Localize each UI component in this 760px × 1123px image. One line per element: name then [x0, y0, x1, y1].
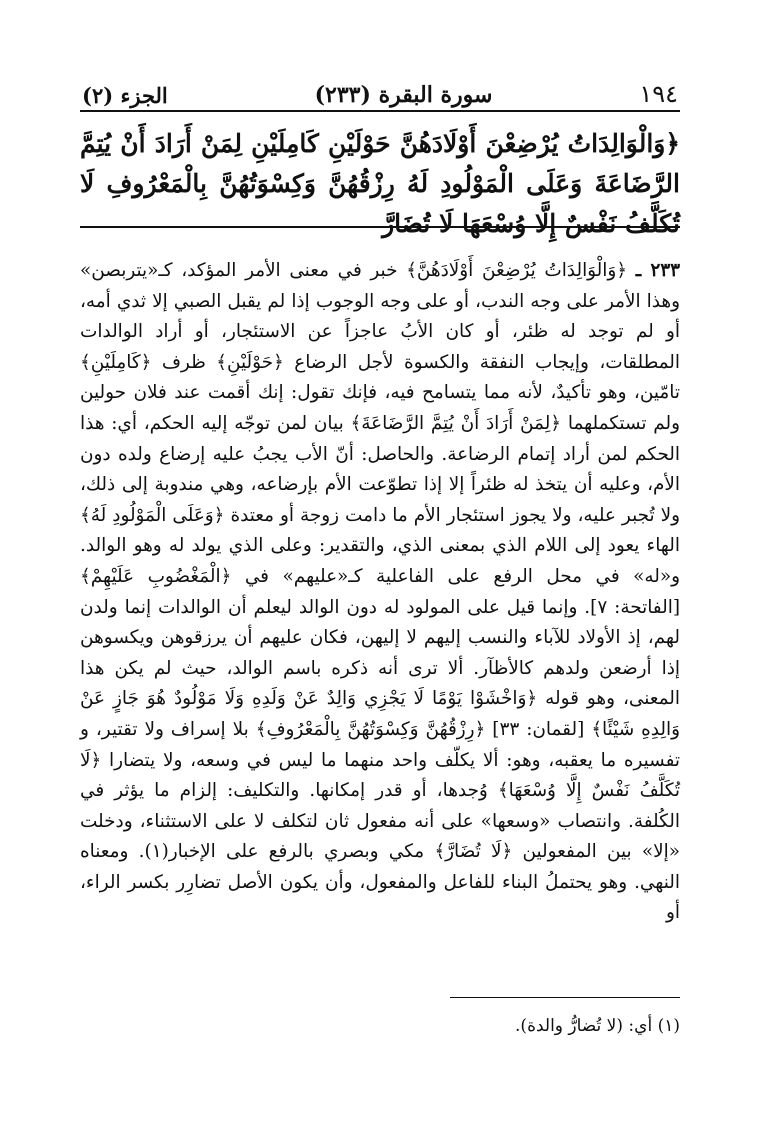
part-label: الجزء (٢): [82, 83, 168, 108]
page-header: [82, 72, 678, 108]
page-number: ١٩٤: [639, 80, 678, 108]
footnote-rule: [450, 997, 680, 998]
commentary-body: [80, 256, 680, 929]
quran-verse: ﴿وَالْوَالِدَاتُ يُرْضِعْنَ أَوْلَادَهُنَّ حَوْلَيْنِ كَامِلَيْنِ لِمَنْ أَرَادَ أَنْ يُتِمَّ الرَّضَاعَةَ وَعَلَى الْمَوْلُودِ لَهُ رِزْقُهُنَّ وَكِسْوَتُهُنَّ بِالْمَعْرُوفِ لَا تُكَلَّفُ نَفْسٌ إِلَّا وُسْعَهَا لَا تُضَارَّ: [80, 129, 680, 238]
header-rule: [80, 110, 680, 112]
surah-title: سورة البقرة (٢٣٣): [314, 82, 493, 108]
commentary-paragraph: [80, 256, 680, 929]
commentary-text: ﴿وَالْوَالِدَاتُ يُرْضِعْنَ أَوْلَادَهُنَّ﴾ خبر في معنى الأمر المؤكد، كـ«يتربصن» وهذا الأمر على وجه الندب، أو على وجه الوجوب إذا لم يقبل الصبي إلا ثدي أمه، أو لم توجد له ظئر، أو كان الأبُ عاجزاً عن الاستئجار، أو أراد الوالدات المطلقات، وإيجاب النفقة والكسوة لأجل الرضاع ﴿حَوْلَيْنِ﴾ ظرف ﴿كَامِلَيْنِ﴾ تامّين، وهو تأكيدٌ، لأنه مما يتسامح فيه، فإنك تقول: إنك أقمت عند فلان حولين ولم تستكملهما ﴿لِمَنْ أَرَادَ أَنْ يُتِمَّ الرَّضَاعَةَ﴾ بيان لمن توجّه إليه الحكم، أي: هذا الحكم لمن أراد إتمام الرضاعة. والحاصل: أنّ الأب يجبُ عليه إرضاع ولده دون الأم، وعليه أن يتخذ له ظئراً إلا إذا تطوّعت الأم بإرضاعه، وهي مندوبة إلى ذلك، ولا تُجبر عليه، ولا يجوز استئجار الأم ما دامت زوجة أو معتدة ﴿وَعَلَى الْمَوْلُودِ لَهُ﴾ الهاء يعود إلى اللام الذي بمعنى الذي، والتقدير: وعلى الذي يولد له وهو الوالد. و«له» في محل الرفع على الفاعلية كـ«عليهم» في ﴿الْمَغْضُوبِ عَلَيْهِمْ﴾ [الفاتحة: ٧]. وإنما قيل على المولود له دون الوالد ليعلم أن الوالدات إنما ولدن لهم، إذ الأولاد للآباء والنسب إليهم لا إليهن، فكان عليهم أن يرزقوهن ويكسوهن إذا أرضعن ولدهم كالأظآر. ألا ترى أنه ذكره باسم الوالد، حيث لم يكن هذا المعنى، وهو قوله ﴿وَاخْشَوْا يَوْمًا لَا يَجْزِي وَالِدٌ عَنْ وَلَدِهِ وَلَا مَوْلُودٌ هُوَ جَازٍ عَنْ وَالِدِهِ شَيْئًا﴾ [لقمان: ٣٣] ﴿رِزْقُهُنَّ وَكِسْوَتُهُنَّ بِالْمَعْرُوفِ﴾ بلا إسراف ولا تقتير، و تفسيره ما يعقبه، وهو: ألا يكلّف واحد منهما ما ليس في وسعه، ولا يتضارا ﴿لَا تُكَلَّفُ نَفْسٌ إِلَّا وُسْعَهَا﴾ وُجدها، أو قدر إمكانها. والتكليف: إلزام ما يؤثر في الكُلفة. وانتصاب «وسعها» على أنه مفعول ثان لتكلف لا على الاستثناء، ودخلت «إلا» بين المفعولين ﴿لَا تُضَارَّ﴾ مكي وبصري بالرفع على الإخبار(١). ومعناه النهي. وهو يحتملُ البناء للفاعل والمفعول، وأن يكون الأصل تضارِر بكسر الراء، أو: [80, 260, 680, 924]
verse-rule: [80, 226, 680, 228]
footnote: (١) أي: (لا تُضارُّ والدة).: [515, 1016, 680, 1036]
verse-number: ٢٣٣ ـ: [635, 260, 680, 281]
